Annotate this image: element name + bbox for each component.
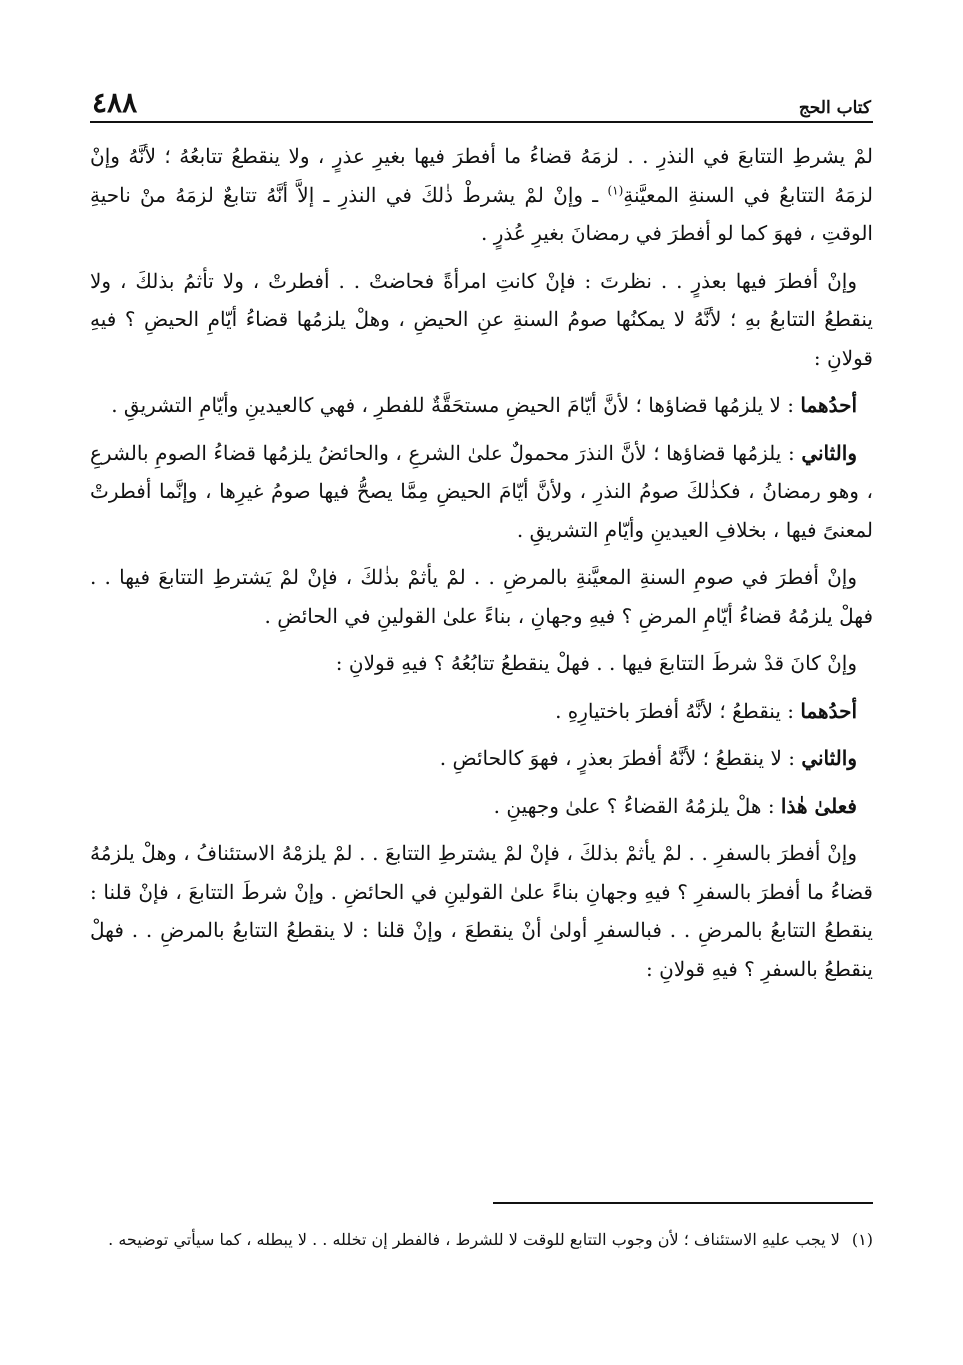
- paragraph: [90, 739, 873, 778]
- paragraph-text-continued: ـ وإنْ لمْ يشرطْ ذٰلكَ في النذرِ ـ إلاَّ أنَّهُ تتابعٌ لزمَهُ منْ ناحيةِ الوقتِ ، فهوَ كما لو أفطرَ في رمضانَ بغيرِ عُذرٍ .: [90, 182, 873, 245]
- paragraph-label: فعلىٰ هٰذا: [780, 793, 857, 818]
- footnote-divider: [493, 1202, 873, 1204]
- paragraph-text: : لا يلزمُها قضاؤها ؛ لأنَّ أيّامَ الحيضِ مستحَقَّةٌ للفطرِ ، فهي كالعيدينِ وأيّامِ التشريقِ .: [111, 393, 801, 417]
- paragraph-text: وإنْ أفطرَ في صومِ السنةِ المعيَّنةِ بالمرضِ . . لمْ يأثمْ بذٰلكَ ، فإنْ لمْ يَشترطِ التتابعَ فيها . . فهلْ يلزمُهُ قضاءُ أيّامِ المرضِ ؟ فيهِ وجهانِ ، بناءً علىٰ القولينِ في الحائضِ .: [90, 565, 873, 628]
- paragraph-text: : ينقطعُ ؛ لأنَّهُ أفطرَ باختيارِهِ .: [555, 698, 801, 723]
- paragraph-text: : هلْ يلزمُهُ القضاءُ ؟ علىٰ وجهينِ .: [493, 793, 781, 818]
- paragraph-text: وإنْ أفطرَ فيها بعذرٍ . . نظرتَ : فإنْ كانتِ امرأةً فحاضتْ . . أفطرتْ ، ولا تأثمُ بذلكَ ، ولا ينقطعُ التتابعُ بهِ ؛ لأنَّهُ لا يمكنُها صومُ السنةِ عنِ الحيضِ ، وهلْ يلزمُها قضاءُ أيّامِ الحيضِ ؟ فيهِ قولانِ :: [90, 268, 873, 370]
- page-number: ٤٨٨: [92, 86, 138, 119]
- book-page: [90, 86, 873, 1326]
- footnote-number: (١): [851, 1230, 873, 1249]
- main-text: [90, 137, 873, 988]
- paragraph: [90, 386, 873, 425]
- paragraph-label: والثاني: [801, 440, 857, 465]
- paragraph: [90, 434, 873, 550]
- paragraph: [90, 644, 873, 683]
- paragraph-label: والثاني: [801, 746, 857, 770]
- paragraph: [90, 834, 873, 988]
- paragraph-text: وإنْ أفطرَ بالسفرِ . . لمْ يأثمْ بذلكَ ، فإنْ لمْ يشترطِ التتابعَ . . لمْ يلزمْهُ الاستئنافُ ، وهلْ يلزمُهُ قضاءُ ما أفطرَ بالسفرِ ؟ فيهِ وجهانِ بناءً علىٰ القولينِ في الحائضِ . وإنْ شرطَ التتابعَ ، فإنْ قلنا : ينقطعُ التتابعُ بالمرضِ . . فبالسفرِ أولىٰ أنْ ينقطعَ ، وإنْ قلنا : لا ينقطعُ التتابعُ بالمرضِ . . فهلْ ينقطعُ بالسفرِ ؟ فيهِ قولانِ :: [90, 841, 873, 981]
- footnote-reference[interactable]: (١): [607, 182, 624, 197]
- paragraph: [90, 692, 873, 731]
- paragraph: [90, 262, 873, 378]
- paragraph-text: : يلزمُها قضاؤها ؛ لأنَّ النذرَ محمولٌ علىٰ الشرعِ ، والحائضُ يلزمُها قضاءُ الصومِ بالشرعِ ، وهو رمضانُ ، فكذٰلكَ صومُ النذرِ ، ولأنَّ أيّامَ الحيضِ مِمَّا يصحُّ فيها صومُ غيرِها ، وإنَّما أفطرتْ لمعنىً فيها ، بخلافِ العيدينِ وأيّامِ التشريقِ .: [90, 440, 873, 542]
- paragraph: [90, 558, 873, 635]
- paragraph-label: أحدُهما: [800, 698, 857, 723]
- running-header: [90, 86, 873, 123]
- paragraph-text: وإنْ كانَ قدْ شرطَ التتابعَ فيها . . فهلْ ينقطعُ تتابُعُهُ ؟ فيهِ قولانِ :: [335, 651, 857, 675]
- paragraph-text: لمْ يشرطِ التتابعَ في النذرِ . . لزمَهُ قضاءُ ما أفطرَ فيها بغيرِ عذرٍ ، ولا ينقطعُ تتابعُهُ ؛ لأنَّهُ وإنْ لزمَهُ التتابعُ في السنةِ المعيَّنةِ: [90, 144, 874, 207]
- book-title: كتاب الحج: [798, 98, 871, 118]
- paragraph: [90, 787, 873, 826]
- paragraph-text: : لا ينقطعُ ؛ لأنَّهُ أفطرَ بعذرٍ ، فهوَ كالحائضِ .: [439, 746, 802, 770]
- paragraph: [90, 137, 873, 253]
- paragraph-label: أحدُهما: [800, 393, 857, 417]
- footnote-text: لا يجب عليهِ الاستئناف ؛ لأن وجوب التتابع للوقت لا للشرط ، فالفطر إن تخلله . . لا يبطله ، كما سيأتي توضيحه .: [108, 1230, 840, 1249]
- footnote: [90, 1224, 873, 1256]
